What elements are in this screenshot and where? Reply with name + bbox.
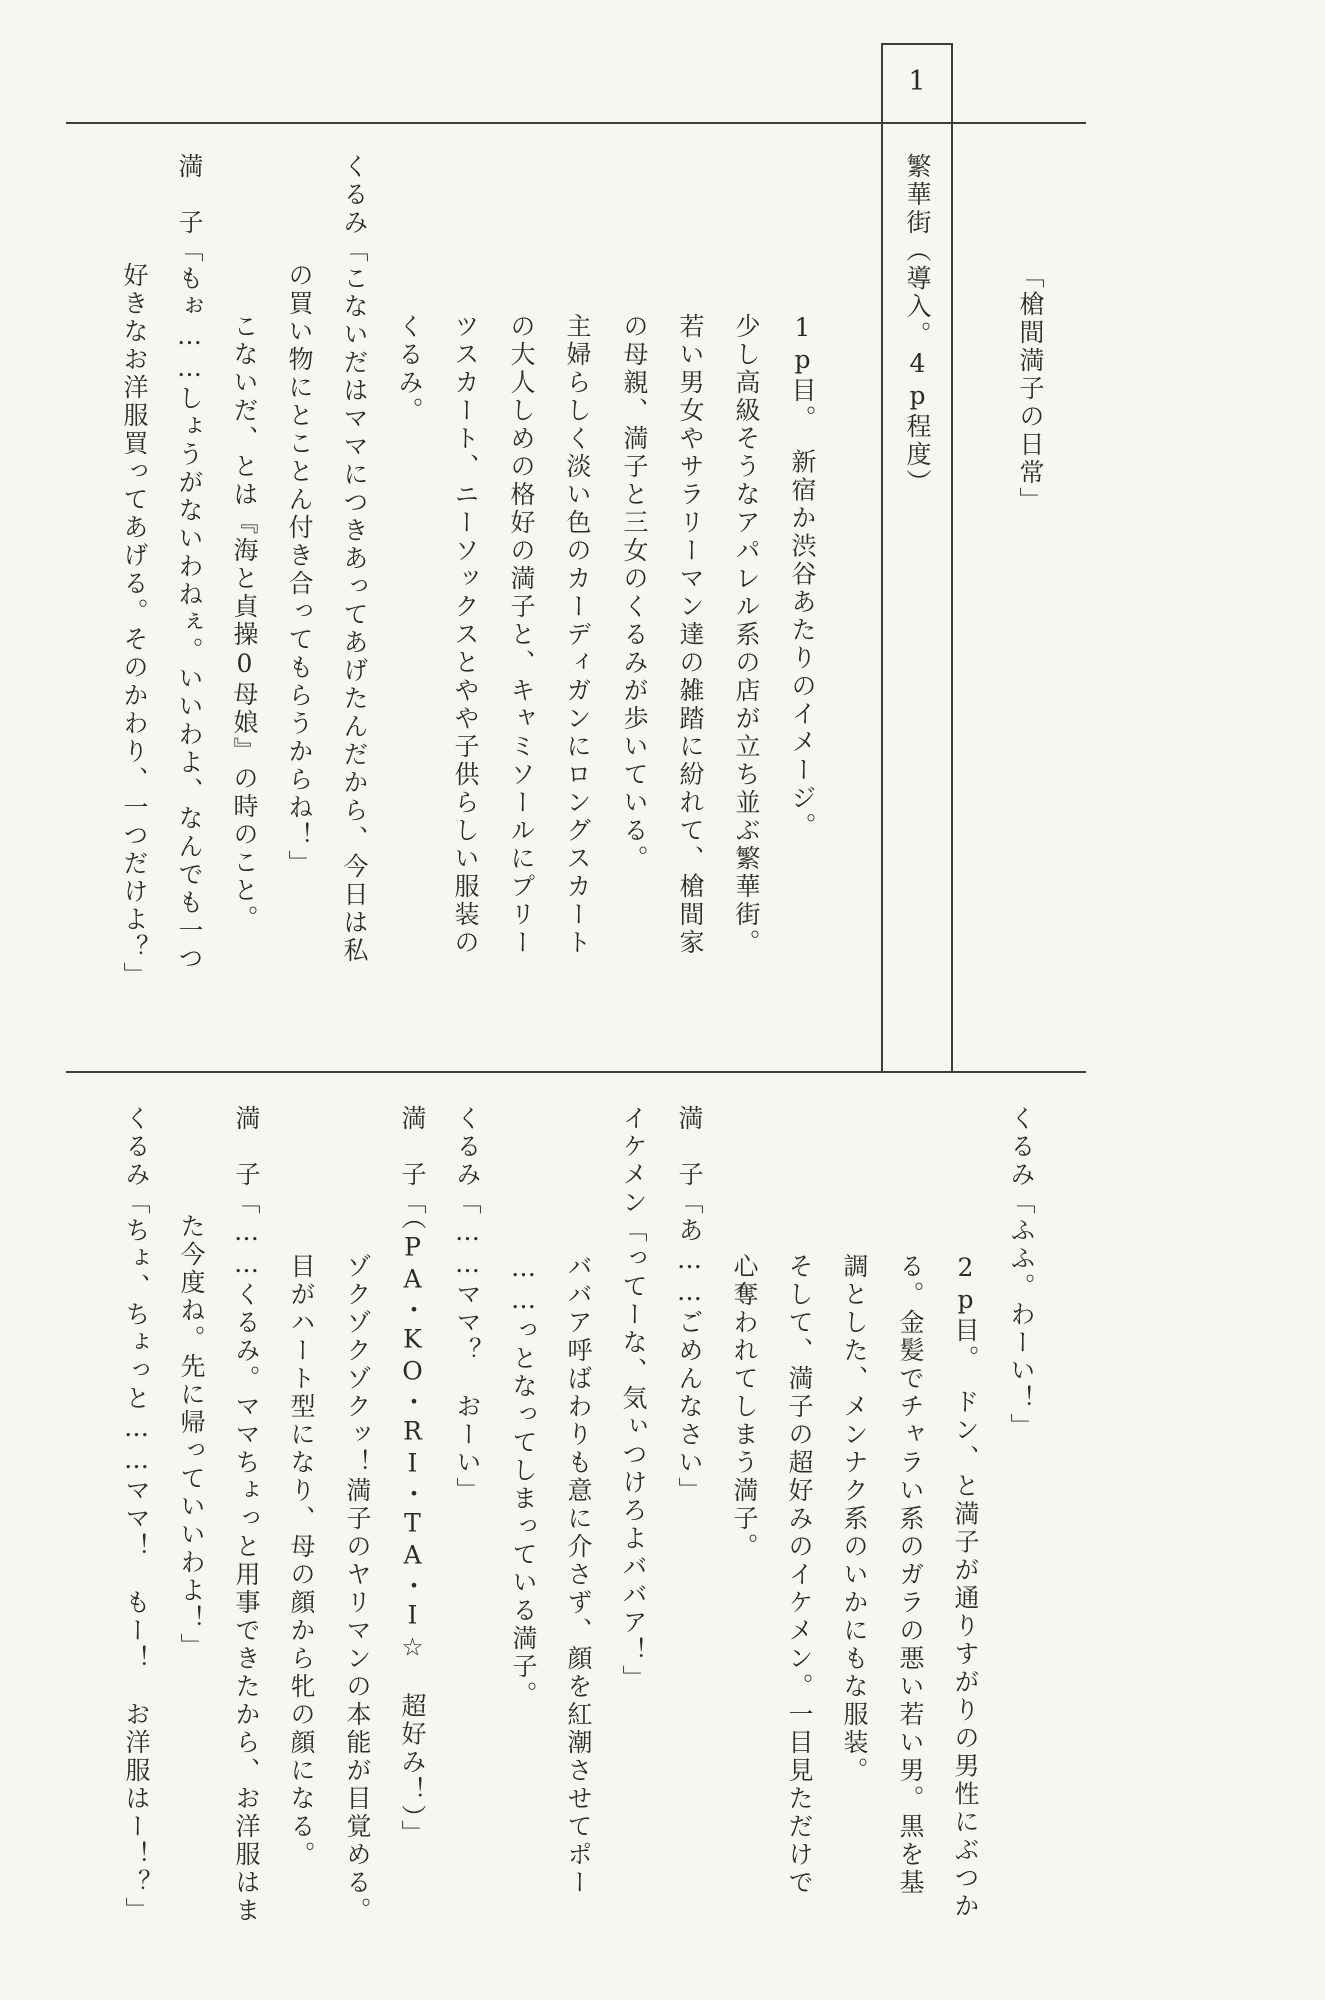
script-column-dialogue: くるみ「……ママ？ おーい」 <box>453 1105 482 1505</box>
script-column-dialogue: くるみ「ちょ、ちょっと……ママ！ もー！ お洋服はー！？」 <box>122 1105 151 1925</box>
scene-heading: 繁華街（導入。4p程度） <box>903 153 932 497</box>
script-column-narration: 主婦らしく淡い色のカーディガンにロングスカート <box>563 313 592 957</box>
scene-separator-rule <box>66 1071 1086 1073</box>
script-column-narration: の大人しめの格好の満子と、キャミソールにプリー <box>507 313 536 957</box>
script-column-narration: 2p目。 ドン、と満子が通りすがりの男性にぶつか <box>951 1253 980 1921</box>
script-column-narration: の母親、満子と三女のくるみが歩いている。 <box>620 313 649 873</box>
script-column-narration: ババア呼ばわりも意に介さず、顔を紅潮させてポー <box>564 1253 593 1897</box>
script-column-narration: 調とした、メンナク系のいかにもな服装。 <box>840 1253 869 1785</box>
script-column-narration: くるみ。 <box>395 313 424 425</box>
script-column-narration: 若い男女やサラリーマン達の雑踏に紛れて、槍間家 <box>676 313 705 957</box>
script-column-dialogue: イケメン「ってーな、気ぃつけろよババア！」 <box>619 1105 648 1693</box>
script-column-narration: ゾクゾクゾクッ！満子のヤリマンの本能が目覚める。 <box>343 1253 372 1925</box>
script-column-dialogue: くるみ「こないだはママにつきあってあげたんだから、今日は私 <box>340 153 369 965</box>
script-column-dialogue-continuation: 好きなお洋服買ってあげる。そのかわり、一つだけよ？」 <box>120 262 149 990</box>
scene-number: 1 <box>908 66 926 97</box>
script-column-narration: そして、満子の超好みのイケメン。一目見ただけで <box>785 1253 814 1897</box>
script-column-narration: 目がハート型になり、母の顔から牝の顔になる。 <box>287 1253 316 1869</box>
script-column-narration: ツスカート、ニーソックスとやや子供らしい服装の <box>451 313 480 957</box>
script-column-dialogue-continuation: た今度ね。先に帰っていいわよ！」 <box>177 1213 206 1661</box>
script-column-narration: ……っとなってしまっている満子。 <box>509 1253 538 1709</box>
script-column-narration: る。金髪でチャラい系のガラの悪い若い男。黒を基 <box>896 1253 925 1897</box>
script-column-dialogue: 満 子「（PA・KO・RI・TA・I☆ 超好み！）」 <box>398 1105 427 1848</box>
script-column-narration: 心奪われてしまう満子。 <box>730 1253 759 1561</box>
page-title: 「槍間満子の日常」 <box>1016 263 1045 515</box>
script-column-dialogue-continuation: の買い物にとことん付き合ってもらうからね！」 <box>285 262 314 878</box>
script-column-narration: こないだ、とは『海と貞操0母娘』の時のこと。 <box>230 313 259 933</box>
script-column-dialogue: 満 子「もぉ……しょうがないわねぇ。いいわよ、なんでも一つ <box>175 153 204 973</box>
script-column-narration: 少し高級そうなアパレル系の店が立ち並ぶ繁華街。 <box>732 313 761 957</box>
script-column-dialogue: 満 子「……くるみ。ママちょっと用事できたから、お洋服はま <box>232 1105 261 1925</box>
script-column-dialogue: 満 子「あ……ごめんなさい」 <box>675 1105 704 1505</box>
script-column-narration: 1p目。 新宿か渋谷あたりのイメージ。 <box>788 313 817 841</box>
script-column-dialogue: くるみ「ふふ。わーい！」 <box>1007 1105 1036 1441</box>
